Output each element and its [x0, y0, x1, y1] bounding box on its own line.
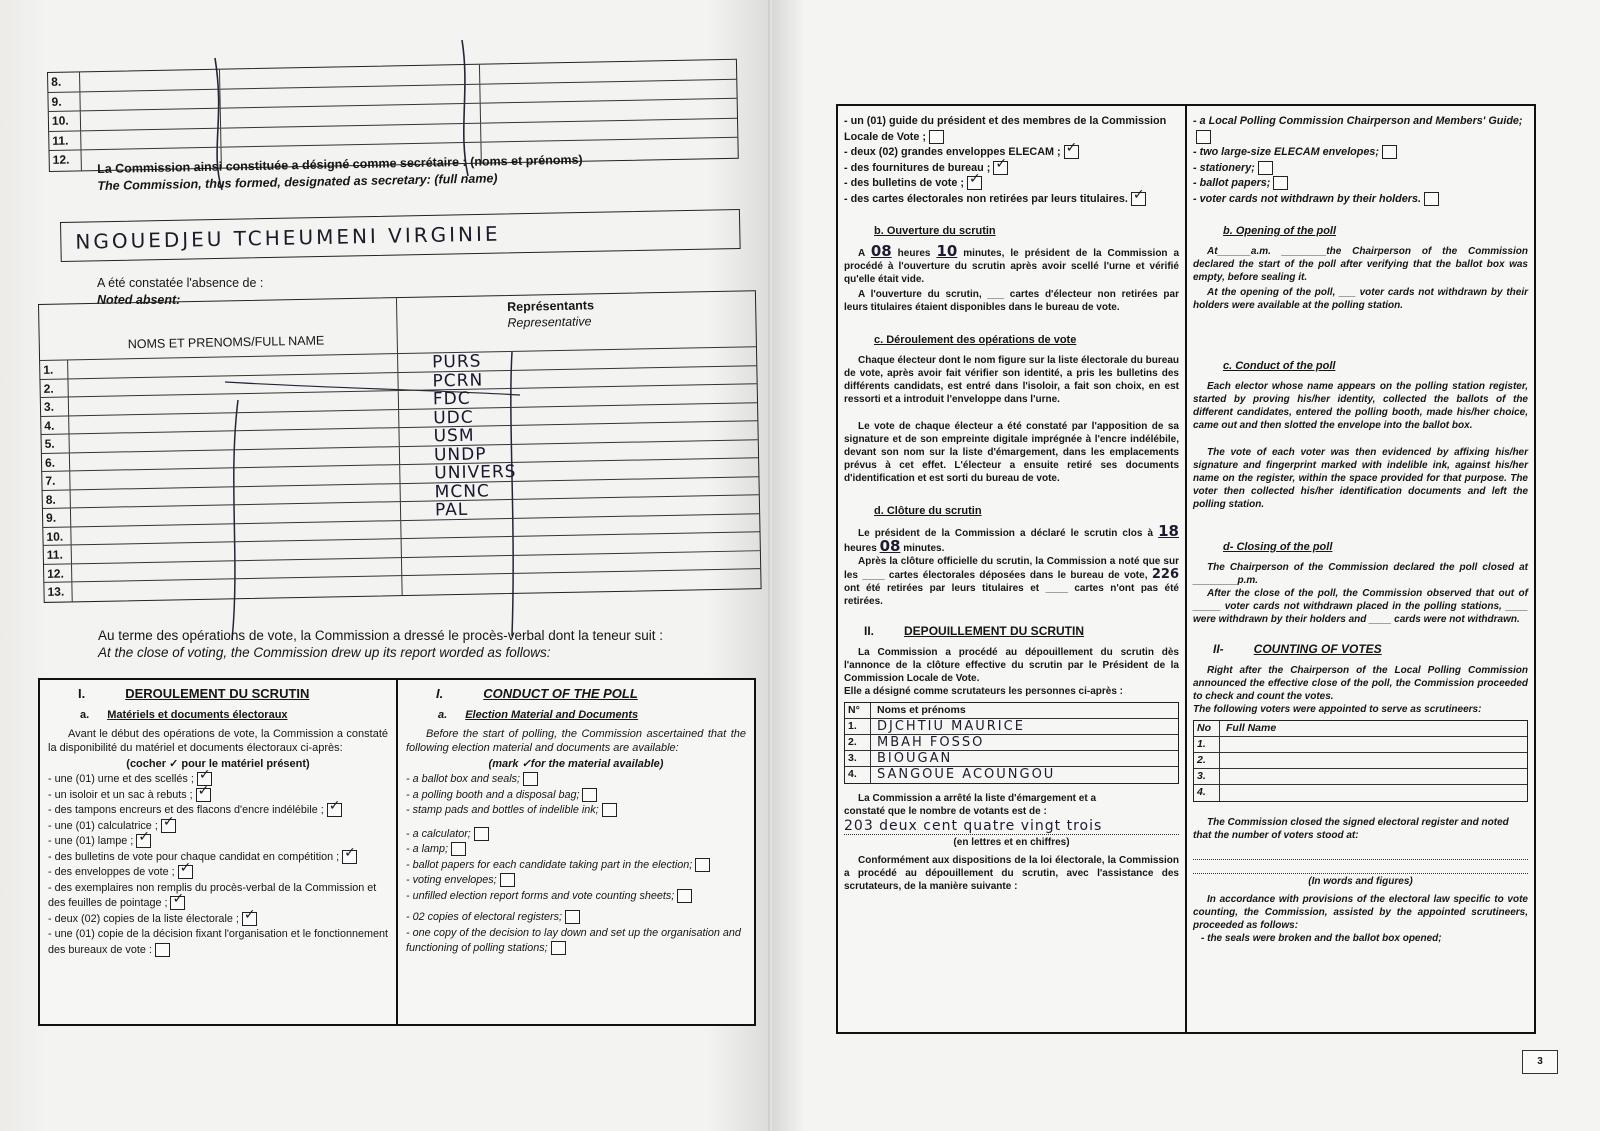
rep-party: PURS [432, 351, 482, 373]
list-item: - des bulletins de vote pour chaque candidat en compétition ;✓ [48, 850, 388, 866]
list-item: - des enveloppes de vote ;✓ [48, 865, 388, 881]
section-1-fr: I. DEROULEMENT DU SCRUTIN a. Matériels et documents électoraux Avant le début des opérations de vote, la Commission a constaté la disponibilité du matériel et documents électoraux ci-après: (cocher ✓ pour le matériel présent) - une (01) urne et des scellés ;✓ - un isoloir et un sac à rebuts ;✓ - des tampons encreurs et des flacons d'encre indélébile ;✓ - une (01) calculatrice ;✓ - une (01) lampe ;✓ - des bulletins de vote pour chaque candidat en compétition ;✓ - des enveloppes de vote ;✓ - des exemplaires non remplis du procès-verbal de la Commission et des feuilles de pointage ;✓ - deux (02) copies de la liste électorale ;✓ - une (01) copie de la décision fixant l'organisation et le fonctionnement des bureaux de vote : [40, 680, 396, 1024]
closing-cards-fr: Après la clôture officielle du scrutin, la Commission a noté que sur les ____ cartes électorales déposées dans le bureau de vote, 226 ont été retirées par leurs titulaires et ____ cartes n'ont pas été retirées. [844, 556, 1179, 607]
checkbox[interactable] [602, 803, 617, 817]
scrutineers-table-en: No Full Name 1. 2. 3. 4. [1193, 720, 1528, 802]
checkbox[interactable] [500, 873, 515, 887]
list-item: - voter cards not withdrawn by their holders. [1193, 192, 1528, 208]
opening-text-fr: A 08 heures 10 minutes, le président de la Commission a procédé à l'ouverture du scrutin après avoir scellé l'urne et vérifié qu'elle était vide. [844, 242, 1180, 285]
section-num: I. [78, 686, 86, 701]
right-page [772, 0, 1600, 1131]
row-number: 9. [48, 92, 80, 111]
opening-title-en: b. Opening of the poll [1223, 225, 1337, 237]
secretary-en: The Commission, thus formed, designated as secretary: (full name) [97, 171, 498, 193]
conduct-p2-fr: Le vote de chaque électeur a été constaté par l'apposition de sa signature et de son empreinte digitale imprégnée à l'encre indélébile, devant son nom sur la liste d'émargement, dans les emplacements prévus à cet effet. L'électeur a ensuite retiré ses documents d'identification et est sorti du bureau de vote. [844, 421, 1179, 484]
page-number: 3 [1522, 1050, 1558, 1074]
closing-statement [98, 628, 758, 660]
table-row: 1. DJCHTIU MAURICE [845, 719, 1178, 735]
section-title: DEROULEMENT DU SCRUTIN [125, 686, 310, 701]
checkbox[interactable] [1273, 176, 1288, 190]
table-row: 9. PAL [43, 495, 759, 527]
rep-party: USM [433, 425, 475, 447]
list-item: - un isoloir et un sac à rebuts ;✓ [48, 788, 388, 804]
list-item: - une (01) lampe ;✓ [48, 834, 388, 850]
left-page [0, 0, 770, 1131]
counting-p1-fr: La Commission a procédé au dépouillement du scrutin dès l'annonce de la clôture effective du scrutin par le Président de la Commission Locale de Vote. [844, 647, 1179, 684]
voters-statement-fr: La Commission a arrêté la liste d'émargement et a [858, 793, 1097, 804]
list-item: - voting envelopes; [406, 873, 746, 889]
withdrawn-count: 226 [1151, 567, 1179, 582]
material-list-fr [48, 772, 388, 958]
checkbox[interactable] [1131, 192, 1146, 206]
scrutineer-name: MBAH FOSSO [877, 735, 985, 750]
closing-time-fr: Le président de la Commission a déclaré le scrutin clos à 18 heures 08 minutes. [844, 522, 1179, 555]
row-number: 12. [50, 150, 82, 170]
scrutineer-name: DJCHTIU MAURICE [877, 719, 1025, 734]
right-fr-column: - un (01) guide du président et des membres de la Commission Locale de Vote ; - deux (02) grandes enveloppes ELECAM ;✓ - des fournitures de bureau ;✓ - des bulletins de vote ;✓ - des cartes électorales non retirées par leurs titulaires.✓ b. Ouverture du scrutin A 08 heures 10 minutes, le président de la Commission a procédé à l'ouverture du scrutin après avoir scellé l'urne et vérifié qu'elle était vide. A l'ouverture du scrutin, ___ cartes d'électeur non retirées par leurs titulaires étaient disponibles dans le bureau de vote. c. Déroulement des opérations de vote Chaque électeur dont le nom figure sur la liste électorale du bureau de vote, après avoir fait vérifier son identité, a pris les bulletins des différents candidats, est entré dans l'isoloir, a fait son choix, en est ressorti et a introduit l'enveloppe dans l'urne. Le vote de chaque électeur a été constaté par l'apposition de sa signature et de son empreinte digitale imprégnée à l'encre indélébile, devant son nom sur la liste d'émargement, dans les emplacements prévus à cet effet. L'électeur a ensuite retiré ses documents d'identification et est sorti du bureau de vote. d. Clôture du scrutin Le président de la Commission a déclaré le scrutin clos à 18 heures 08 minutes. Après la clôture officielle du scrutin, la Commission a noté que sur les ____ cartes électorales déposées dans le bureau de vote, 226 ont été retirées par leurs titulaires et ____ cartes n'ont pas été retirées. II. DEPOUILLEMENT DU SCRUTIN La Commission a procédé au dépouillement du scrutin dès l'annonce de la clôture effective du scrutin par le Président de la Commission Locale de Vote. Elle a désigné comme scrutateurs les personnes ci-après : N° Noms et prénoms 1. DJCHTIU MAURICE 2. MBAH FOSSO 3. BIOUGAN 4. SANGOUE ACOUNGOU La Commission a arrêté la liste d'émargement et a constaté que le nombre de votants est de : 203 deux cent quatre vingt trois (en lettres et en chiffres) Conformément aux dispositions de la loi électorale, la Commission a procédé au dépouillement du scrutin, avec l'assistance des scrutateurs, de la manière suivante : [838, 106, 1185, 1032]
rep-party: MCNC [434, 480, 490, 502]
absent-en: Noted absent: [97, 293, 181, 307]
list-item: - deux (02) copies de la liste électorale ;✓ [48, 912, 388, 928]
closing-cards-en: After the close of the poll, the Commission observed that out of _____ voter cards not withdrawn placed in the polling stations, ____ were withdrawn by their holders and ____ cards were not withdrawn. [1193, 588, 1528, 625]
counting-p4-en: In accordance with provisions of the electoral law specific to vote counting, the Commission, assisted by the appointed scrutineers, proceeded as follows: [1193, 894, 1528, 931]
row-number: 8. [48, 72, 80, 91]
list-item: - des bulletins de vote ;✓ [844, 176, 1179, 192]
material-list-fr-cont [844, 114, 1179, 207]
section-1-box [38, 678, 756, 1026]
table-row: 3. BIOUGAN [845, 751, 1178, 767]
checkbox[interactable] [1196, 130, 1211, 144]
list-item: - des fournitures de bureau ;✓ [844, 161, 1179, 177]
list-item: - a polling booth and a disposal bag; [406, 788, 746, 804]
right-en-column: - a Local Polling Commission Chairperson and Members' Guide; - two large-size ELECAM envelopes; - stationery; - ballot papers; - voter cards not withdrawn by their holders. b. Opening of the poll At______a.m. ________the Chairperson of the Commission declared the start of the poll after verifying that the ballot box was empty, before sealing it. At the opening of the poll, ___ voter cards not withdrawn by their holders were available at the polling station. c. Conduct of the poll Each elector whose name appears on the polling station register, started by proving his/her identity, collected the ballots of the different candidates, entered the polling booth, made his/her choice, came out and then slotted the envelope into the ballot box. The vote of each voter was then evidenced by affixing his/her signature and fingerprint marked with indelible ink, against his/her name on the register, within the space provided for that purpose. The voter then collected his/her identification documents and left the polling station. d- Closing of the poll The Chairperson of the Commission declared the poll closed at ________p.m. After the close of the poll, the Commission observed that out of _____ voter cards not withdrawn placed in the polling stations, ____ were withdrawn by their holders and ____ cards were not withdrawn. II- COUNTING OF VOTES Right after the Chairperson of the Local Polling Commission announced the effective close of the poll, the Commission proceeded to check and count the votes. The following voters were appointed to serve as scrutineers: No Full Name 1. 2. 3. 4. The Commission closed the signed electoral register and noted that the number of voters stood at: (In words and figures) In accordance with provisions of the electoral law specific to vote counting, the Commission, assisted by the appointed scrutineers, proceeded as follows: - the seals were broken and the ballot box opened; [1185, 106, 1534, 1032]
secretary-name: NGOUEDJEU TCHEUMENI VIRGINIE [75, 221, 501, 254]
checkbox[interactable] [1258, 161, 1273, 175]
list-item: - stationery; [1193, 161, 1528, 177]
counting-p5-en: - the seals were broken and the ballot box opened; [1201, 933, 1442, 944]
checkbox[interactable] [474, 827, 489, 841]
checkbox[interactable] [196, 788, 211, 802]
intro-text: Avant le début des opérations de vote, la Commission a constaté la disponibilité du matériel et documents électoraux ci-après: [48, 728, 388, 754]
table-row: 4. UDC [41, 403, 757, 435]
checkbox[interactable] [929, 130, 944, 144]
counting-p1-en: Right after the Chairperson of the Local Polling Commission announced the effective close of the poll, the Commission proceeded to check and count the votes. [1193, 665, 1528, 702]
voters-count-handwritten: 203 deux cent quatre vingt trois [844, 818, 1179, 835]
list-item: - une (01) urne et des scellés ;✓ [48, 772, 388, 788]
table-row: 1. PURS [40, 347, 756, 379]
col-rep-fr: Représentants [507, 298, 595, 314]
opening-cards-en: At the opening of the poll, ___ voter cards not withdrawn by their holders were available at the polling station. [1193, 287, 1528, 311]
table-row: 13. [44, 569, 760, 601]
list-item: - des tampons encreurs et des flacons d'encre indélébile ;✓ [48, 803, 388, 819]
list-item: - une (01) copie de la décision fixant l'organisation et le fonctionnement des bureaux de vote : [48, 928, 388, 956]
checkbox[interactable] [1424, 192, 1439, 206]
scrutineer-name: SANGOUE ACOUNGOU [877, 767, 1056, 782]
list-item: - a ballot box and seals; [406, 772, 746, 788]
table-row: 5. USM [42, 421, 758, 453]
checkbox[interactable] [551, 941, 566, 955]
checkbox[interactable] [565, 910, 580, 924]
list-item: - ballot papers; [1193, 176, 1528, 192]
table-row: 2. [1194, 753, 1527, 769]
checkbox[interactable] [1064, 145, 1079, 159]
secretary-fr: La Commission ainsi constituée a désigné comme secrétaire : (noms et prénoms) [97, 152, 583, 176]
checkbox[interactable] [170, 896, 185, 910]
table-row: 4. SANGOUE ACOUNGOU [845, 767, 1178, 783]
checkbox[interactable] [178, 865, 193, 879]
table-row: 2. PCRN [40, 366, 756, 398]
table-row: 4. [1194, 785, 1527, 801]
list-item: - a calculator; [406, 827, 746, 843]
checkbox[interactable] [161, 819, 176, 833]
list-item: - stamp pads and bottles of indelible ink; [406, 803, 746, 819]
checkbox[interactable] [342, 850, 357, 864]
row-number: 11. [49, 131, 81, 150]
counting-p4-fr: Conformément aux dispositions de la loi électorale, la Commission a procédé au dépouillement du scrutin, avec l'assistance des scrutateurs, de la manière suivante : [844, 855, 1179, 892]
table-row: 8. MCNC [43, 477, 759, 509]
checkbox[interactable] [327, 803, 342, 817]
material-list-en [406, 772, 746, 957]
checkbox[interactable] [1382, 145, 1397, 159]
col-rep-en: Representative [507, 314, 592, 330]
checkbox[interactable] [967, 176, 982, 190]
opening-text-en: At______a.m. ________the Chairperson of the Commission declared the start of the poll after verifying that the ballot box was empty, before sealing it. [1193, 246, 1528, 283]
checkbox[interactable] [523, 772, 538, 786]
conduct-p1-fr: Chaque électeur dont le nom figure sur la liste électorale du bureau de vote, après avoir fait vérifier son identité, a pris les bulletins des différents candidats, est entré dans l'isoloir, a fait son choix, en est ressorti et a introduit l'enveloppe dans l'urne. [844, 355, 1179, 405]
rep-party: PAL [434, 499, 469, 521]
list-item: - 02 copies of electoral registers; [406, 910, 746, 926]
checkbox[interactable] [993, 161, 1008, 175]
closing-minutes: 08 [879, 537, 901, 555]
right-form-box [836, 104, 1536, 1034]
table-row: 11. [44, 532, 760, 564]
subsection-title: Election Material and Documents [465, 709, 639, 721]
section-1-en: I. CONDUCT OF THE POLL a. Election Material and Documents Before the start of polling, the Commission ascertained that the following election material and documents are available: (mark ✓for the material available) - a ballot box and seals; - a polling booth and a disposal bag; - stamp pads and bottles of indelible ink; - a calculator; - a lamp; - ballot papers for each candidate taking part in the election; - voting envelopes; - unfilled election report forms and vote counting sheets; - 02 copies of electoral registers; - one copy of the decision to lay down and set up the organisation and functioning of polling stations; [396, 680, 754, 1024]
list-item: - a lamp; [406, 842, 746, 858]
closing-en: At the close of voting, the Commission drew up its report worded as follows: [98, 645, 551, 660]
table-row: 2. MBAH FOSSO [845, 735, 1178, 751]
material-list-en-cont [1193, 114, 1528, 207]
table-row: 6. UNDP [42, 440, 758, 472]
list-item: - two large-size ELECAM envelopes; [1193, 145, 1528, 161]
rep-party: PCRN [432, 369, 484, 391]
rep-party: UNIVERS [434, 461, 517, 484]
table-row: 7. UNIVERS [42, 458, 758, 490]
closing-title-fr: d. Clôture du scrutin [874, 505, 982, 517]
list-item: - deux (02) grandes enveloppes ELECAM ;✓ [844, 145, 1179, 161]
checkbox[interactable] [136, 834, 151, 848]
list-item: - un (01) guide du président et des membres de la Commission Locale de Vote ; [844, 115, 1167, 143]
counting-title-fr: DEPOUILLEMENT DU SCRUTIN [904, 624, 1085, 638]
list-item: - unfilled election report forms and vote counting sheets; [406, 889, 746, 905]
list-item: - a Local Polling Commission Chairperson and Members' Guide; [1193, 114, 1528, 145]
section-title: CONDUCT OF THE POLL [483, 686, 638, 701]
checkbox[interactable] [242, 912, 257, 926]
checkbox[interactable] [677, 889, 692, 903]
counting-p2-en: The following voters were appointed to serve as scrutineers: [1193, 704, 1482, 715]
scrutineers-table-fr: N° Noms et prénoms 1. DJCHTIU MAURICE 2. MBAH FOSSO 3. BIOUGAN 4. SANGOUE ACOUNGOU [844, 702, 1179, 784]
conduct-p1-en: Each elector whose name appears on the polling station register, started by proving his/her identity, collected the ballots of the different candidates, entered the polling booth, made his/her choice, came out and then slotted the envelope into the ballot box. [1193, 381, 1528, 431]
rep-party: FDC [432, 388, 471, 410]
opening-hours: 08 [870, 242, 892, 260]
rep-party: UNDP [433, 443, 487, 465]
counting-title-en: COUNTING OF VOTES [1253, 642, 1382, 656]
scrutineer-name: BIOUGAN [877, 751, 953, 766]
counting-p2-fr: Elle a désigné comme scrutateurs les personnes ci-après : [844, 686, 1124, 697]
checkbox[interactable] [155, 943, 170, 957]
absent-fr: A été constatée l'absence de : [97, 276, 264, 290]
closing-hours: 18 [1158, 522, 1179, 540]
checkbox[interactable] [582, 788, 597, 802]
intro-text: Before the start of polling, the Commission ascertained that the following election material and documents are available: [406, 728, 746, 754]
closing-time-en: The Chairperson of the Commission declared the poll closed at ________p.m. [1193, 562, 1528, 586]
instruction: (mark ✓for the material available) [488, 758, 664, 770]
list-item: - une (01) calculatrice ;✓ [48, 819, 388, 835]
conduct-p2-en: The vote of each voter was then evidenced by affixing his/her signature and fingerprint marked with indelible ink, against his/her name on the register, within the space provided for that purpose. The voter then collected his/her identification documents and left the polling station. [1193, 447, 1528, 510]
list-item: - one copy of the decision to lay down and set up the organisation and functioning of polling stations; [406, 926, 741, 954]
conduct-title-fr: c. Déroulement des opérations de vote [874, 334, 1077, 346]
opening-minutes: 10 [936, 242, 958, 260]
checkbox[interactable] [695, 858, 710, 872]
table-row: 3. [1194, 769, 1527, 785]
instruction: (cocher ✓ pour le matériel présent) [126, 758, 310, 770]
subsection-title: Matériels et documents électoraux [107, 709, 288, 721]
absent-table [38, 290, 762, 602]
checkbox[interactable] [451, 842, 466, 856]
list-item: - des exemplaires non remplis du procès-verbal de la Commission et des feuilles de pointage ;✓ [48, 881, 388, 912]
table-row: 10. [43, 514, 759, 546]
closing-fr: Au terme des opérations de vote, la Commission a dressé le procès-verbal dont la teneur suit : [98, 628, 664, 643]
opening-title-fr: b. Ouverture du scrutin [874, 225, 996, 237]
rep-party: UDC [433, 407, 474, 428]
voters-statement-en: The Commission closed the signed electoral register and noted that the number of voters stood at: [1193, 817, 1509, 841]
row-number: 10. [49, 111, 81, 130]
table-row: 12. [44, 551, 760, 583]
closing-title-en: d- Closing of the poll [1223, 541, 1333, 553]
list-item: - ballot papers for each candidate taking part in the election; [406, 858, 746, 874]
conduct-title-en: c. Conduct of the poll [1223, 360, 1336, 372]
table-row: 3. FDC [41, 384, 757, 416]
list-item: - des cartes électorales non retirées par leurs titulaires.✓ [844, 192, 1179, 208]
opening-cards-fr: A l'ouverture du scrutin, ___ cartes d'électeur non retirées par leurs titulaires étaient disponibles dans le bureau de vote. [844, 289, 1179, 313]
table-row: 1. [1194, 737, 1527, 753]
col-full-name: NOMS ET PRENOMS/FULL NAME [127, 333, 325, 352]
